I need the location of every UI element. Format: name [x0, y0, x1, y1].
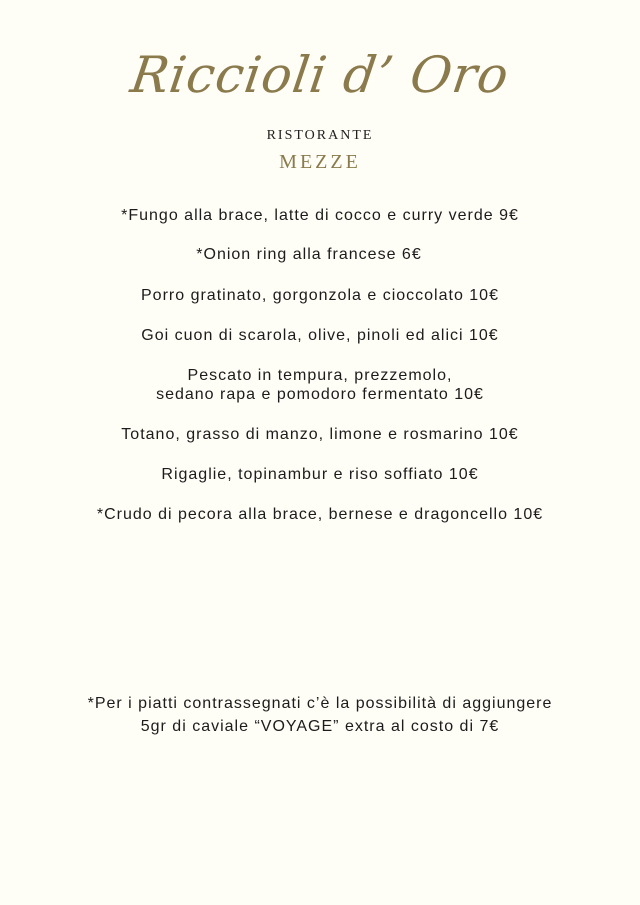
menu-item: *Fungo alla brace, latte di cocco e curry verde 9€	[121, 207, 519, 224]
menu-item: Goi cuon di scarola, olive, pinoli ed alici 10€	[141, 327, 499, 344]
caviar-note	[0, 692, 640, 738]
menu-item: Rigaglie, topinambur e riso soffiato 10€	[161, 466, 479, 483]
menu-item: *Onion ring alla francese 6€	[196, 246, 422, 263]
restaurant-logo-title: Riccioli d’ Oro	[127, 46, 513, 104]
menu-item-line: Pescato in tempura, prezzemolo,	[187, 367, 453, 384]
menu-item-line: sedano rapa e pomodoro fermentato 10€	[156, 386, 484, 403]
caviar-note-line: 5gr di caviale “VOYAGE” extra al costo di 7€	[140, 718, 500, 735]
menu-item	[0, 366, 640, 404]
menu-item: *Crudo di pecora alla brace, bernese e dragoncello 10€	[96, 506, 544, 523]
restaurant-subtitle: RISTORANTE	[266, 128, 374, 143]
menu-item: Totano, grasso di manzo, limone e rosmarino 10€	[121, 426, 519, 443]
caviar-note-line: *Per i piatti contrassegnati c’è la possibilità di aggiungere	[87, 695, 553, 712]
menu-item: Porro gratinato, gorgonzola e cioccolato 10€	[141, 287, 499, 304]
section-title: MEZZE	[279, 151, 361, 173]
